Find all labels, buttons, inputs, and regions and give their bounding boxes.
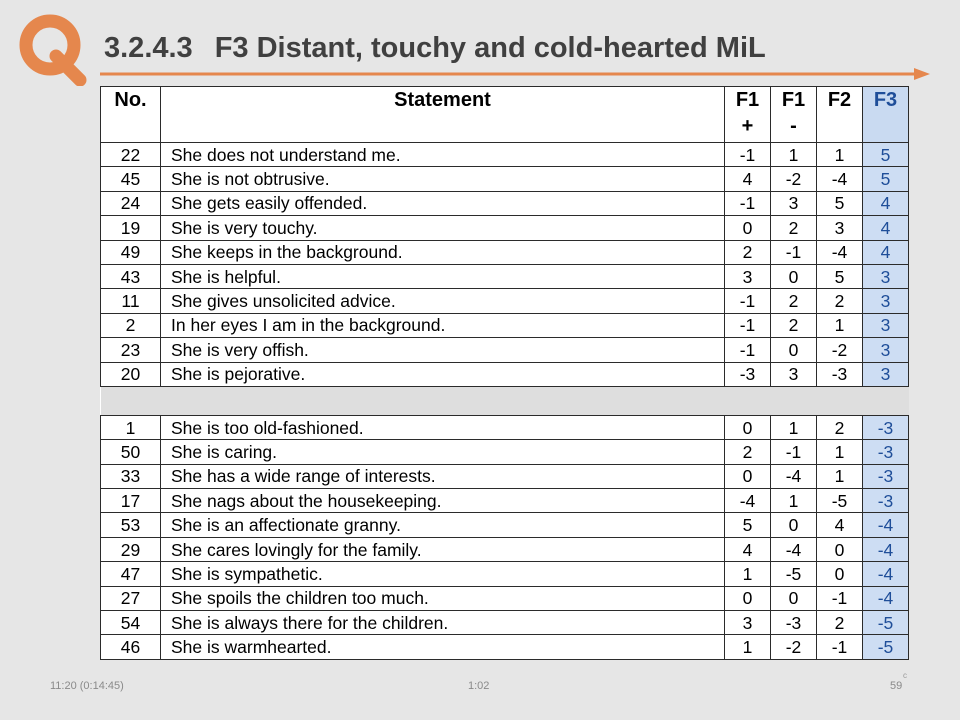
- row-f3: 5: [863, 167, 909, 191]
- row-f1-minus: -2: [771, 635, 817, 659]
- table-body-top: [101, 143, 909, 387]
- row-f3: -3: [863, 464, 909, 488]
- row-f3: -5: [863, 611, 909, 635]
- row-statement: She is too old-fashioned.: [161, 415, 725, 439]
- row-f1-plus: 4: [725, 167, 771, 191]
- header-f1-plus: [725, 87, 771, 143]
- table-row: [101, 338, 909, 362]
- header-f1-minus-top: F1: [781, 89, 806, 111]
- table-row: [101, 289, 909, 313]
- row-f1-plus: 2: [725, 240, 771, 264]
- row-no: 46: [101, 635, 161, 659]
- footer-clock: 11:20 (0:14:45): [50, 680, 124, 692]
- row-f1-plus: -1: [725, 191, 771, 215]
- row-f1-plus: 2: [725, 440, 771, 464]
- row-f3: -4: [863, 586, 909, 610]
- row-f1-minus: -1: [771, 440, 817, 464]
- row-f3: 4: [863, 216, 909, 240]
- footer-page-number: 59: [890, 680, 903, 692]
- row-f1-plus: 1: [725, 635, 771, 659]
- table-row: [101, 216, 909, 240]
- row-f1-minus: -4: [771, 464, 817, 488]
- row-no: 19: [101, 216, 161, 240]
- row-f2: 2: [817, 289, 863, 313]
- header-f1-minus-bottom: -: [790, 115, 797, 137]
- row-no: 29: [101, 537, 161, 561]
- row-f3: -5: [863, 635, 909, 659]
- row-f3: 5: [863, 143, 909, 167]
- slide-footer: [0, 680, 960, 694]
- row-statement: She has a wide range of interests.: [161, 464, 725, 488]
- row-f1-plus: 0: [725, 216, 771, 240]
- row-f1-plus: 1: [725, 562, 771, 586]
- table-row: [101, 464, 909, 488]
- row-f1-plus: 0: [725, 464, 771, 488]
- row-f1-minus: -1: [771, 240, 817, 264]
- row-f1-plus: 0: [725, 415, 771, 439]
- row-f1-minus: 2: [771, 216, 817, 240]
- row-f1-plus: 5: [725, 513, 771, 537]
- row-f3: 4: [863, 240, 909, 264]
- row-f1-minus: 3: [771, 362, 817, 386]
- table-row: [101, 191, 909, 215]
- row-f1-minus: 0: [771, 264, 817, 288]
- gap-row: [101, 386, 909, 415]
- row-no: 50: [101, 440, 161, 464]
- row-f1-plus: 3: [725, 264, 771, 288]
- table-row: [101, 562, 909, 586]
- row-f2: 2: [817, 611, 863, 635]
- row-f1-minus: -5: [771, 562, 817, 586]
- row-f2: -1: [817, 586, 863, 610]
- row-f2: -4: [817, 240, 863, 264]
- row-f3: 3: [863, 264, 909, 288]
- row-f3: -3: [863, 415, 909, 439]
- slide-title-text: F3 Distant, touchy and cold-hearted MiL: [214, 32, 766, 64]
- row-f1-plus: -4: [725, 489, 771, 513]
- row-f3: -3: [863, 489, 909, 513]
- row-f1-plus: -1: [725, 338, 771, 362]
- row-f1-minus: 0: [771, 338, 817, 362]
- header-f2: F2: [817, 87, 863, 143]
- row-f1-plus: 0: [725, 586, 771, 610]
- header-statement: Statement: [161, 87, 725, 143]
- row-f1-plus: 4: [725, 537, 771, 561]
- row-f2: 4: [817, 513, 863, 537]
- row-no: 27: [101, 586, 161, 610]
- row-no: 54: [101, 611, 161, 635]
- row-f2: 5: [817, 264, 863, 288]
- row-no: 33: [101, 464, 161, 488]
- table-row: [101, 167, 909, 191]
- slide-title-number: 3.2.4.3: [104, 32, 193, 64]
- header-no: No.: [101, 87, 161, 143]
- row-f2: 0: [817, 562, 863, 586]
- row-f2: 3: [817, 216, 863, 240]
- row-f3: -4: [863, 562, 909, 586]
- row-f1-plus: -1: [725, 143, 771, 167]
- row-f2: 5: [817, 191, 863, 215]
- row-no: 45: [101, 167, 161, 191]
- header-f1-minus: [771, 87, 817, 143]
- row-f1-minus: 1: [771, 415, 817, 439]
- row-f2: 2: [817, 415, 863, 439]
- row-f3: -4: [863, 537, 909, 561]
- header-f3: F3: [863, 87, 909, 143]
- row-no: 1: [101, 415, 161, 439]
- row-statement: She is an affectionate granny.: [161, 513, 725, 537]
- table-row: [101, 440, 909, 464]
- table-header-row: [101, 87, 909, 143]
- footer-elapsed: 1:02: [468, 680, 490, 692]
- corner-mark-icon: c: [903, 671, 907, 680]
- row-f3: 3: [863, 362, 909, 386]
- row-statement: She is sympathetic.: [161, 562, 725, 586]
- row-statement: She does not understand me.: [161, 143, 725, 167]
- table-row: [101, 635, 909, 659]
- row-f1-plus: -1: [725, 289, 771, 313]
- row-statement: She is very touchy.: [161, 216, 725, 240]
- row-f1-minus: 2: [771, 313, 817, 337]
- row-f3: 3: [863, 338, 909, 362]
- row-no: 23: [101, 338, 161, 362]
- row-f2: 1: [817, 464, 863, 488]
- row-f2: 1: [817, 143, 863, 167]
- row-f1-minus: 1: [771, 489, 817, 513]
- row-no: 17: [101, 489, 161, 513]
- row-statement: She is helpful.: [161, 264, 725, 288]
- row-statement: She is caring.: [161, 440, 725, 464]
- row-f1-minus: 0: [771, 513, 817, 537]
- row-f1-plus: -1: [725, 313, 771, 337]
- table-row: [101, 611, 909, 635]
- row-f3: 3: [863, 313, 909, 337]
- row-statement: She gives unsolicited advice.: [161, 289, 725, 313]
- table-row: [101, 415, 909, 439]
- row-no: 20: [101, 362, 161, 386]
- table-row: [101, 362, 909, 386]
- row-f2: 1: [817, 313, 863, 337]
- row-statement: She cares lovingly for the family.: [161, 537, 725, 561]
- row-f3: -3: [863, 440, 909, 464]
- row-f1-minus: -3: [771, 611, 817, 635]
- row-f3: 3: [863, 289, 909, 313]
- table-body-bottom: [101, 415, 909, 659]
- row-f1-plus: 3: [725, 611, 771, 635]
- row-f1-minus: 3: [771, 191, 817, 215]
- row-f1-minus: 1: [771, 143, 817, 167]
- row-f3: -4: [863, 513, 909, 537]
- row-no: 43: [101, 264, 161, 288]
- row-no: 22: [101, 143, 161, 167]
- row-statement: She gets easily offended.: [161, 191, 725, 215]
- row-no: 24: [101, 191, 161, 215]
- row-f2: -4: [817, 167, 863, 191]
- factor-table-container: [100, 86, 908, 674]
- table-row: [101, 489, 909, 513]
- table-row: [101, 586, 909, 610]
- header-f1-plus-bottom: +: [741, 115, 754, 137]
- row-no: 2: [101, 313, 161, 337]
- slide-title: [104, 32, 766, 65]
- row-f3: 4: [863, 191, 909, 215]
- row-f1-minus: 0: [771, 586, 817, 610]
- title-underline-arrow: [100, 66, 936, 82]
- row-f1-minus: -4: [771, 537, 817, 561]
- row-statement: She nags about the housekeeping.: [161, 489, 725, 513]
- row-f2: -5: [817, 489, 863, 513]
- row-f2: 0: [817, 537, 863, 561]
- row-statement: She keeps in the background.: [161, 240, 725, 264]
- row-statement: She is very offish.: [161, 338, 725, 362]
- header-f1-plus-top: F1: [735, 89, 760, 111]
- row-no: 49: [101, 240, 161, 264]
- table-row: [101, 143, 909, 167]
- row-statement: She spoils the children too much.: [161, 586, 725, 610]
- table-row: [101, 313, 909, 337]
- row-statement: She is always there for the children.: [161, 611, 725, 635]
- row-statement: She is pejorative.: [161, 362, 725, 386]
- table-row: [101, 264, 909, 288]
- row-f2: 1: [817, 440, 863, 464]
- row-no: 53: [101, 513, 161, 537]
- table-row: [101, 513, 909, 537]
- row-no: 47: [101, 562, 161, 586]
- row-f1-minus: 2: [771, 289, 817, 313]
- table-row: [101, 240, 909, 264]
- factor-table: [100, 86, 909, 660]
- row-statement: She is not obtrusive.: [161, 167, 725, 191]
- row-f1-minus: -2: [771, 167, 817, 191]
- row-no: 11: [101, 289, 161, 313]
- row-statement: In her eyes I am in the background.: [161, 313, 725, 337]
- table-row: [101, 537, 909, 561]
- row-f2: -2: [817, 338, 863, 362]
- q-logo-icon: [18, 8, 88, 86]
- row-f2: -3: [817, 362, 863, 386]
- table-gap-spacer: [101, 386, 909, 415]
- row-f2: -1: [817, 635, 863, 659]
- row-f1-plus: -3: [725, 362, 771, 386]
- row-statement: She is warmhearted.: [161, 635, 725, 659]
